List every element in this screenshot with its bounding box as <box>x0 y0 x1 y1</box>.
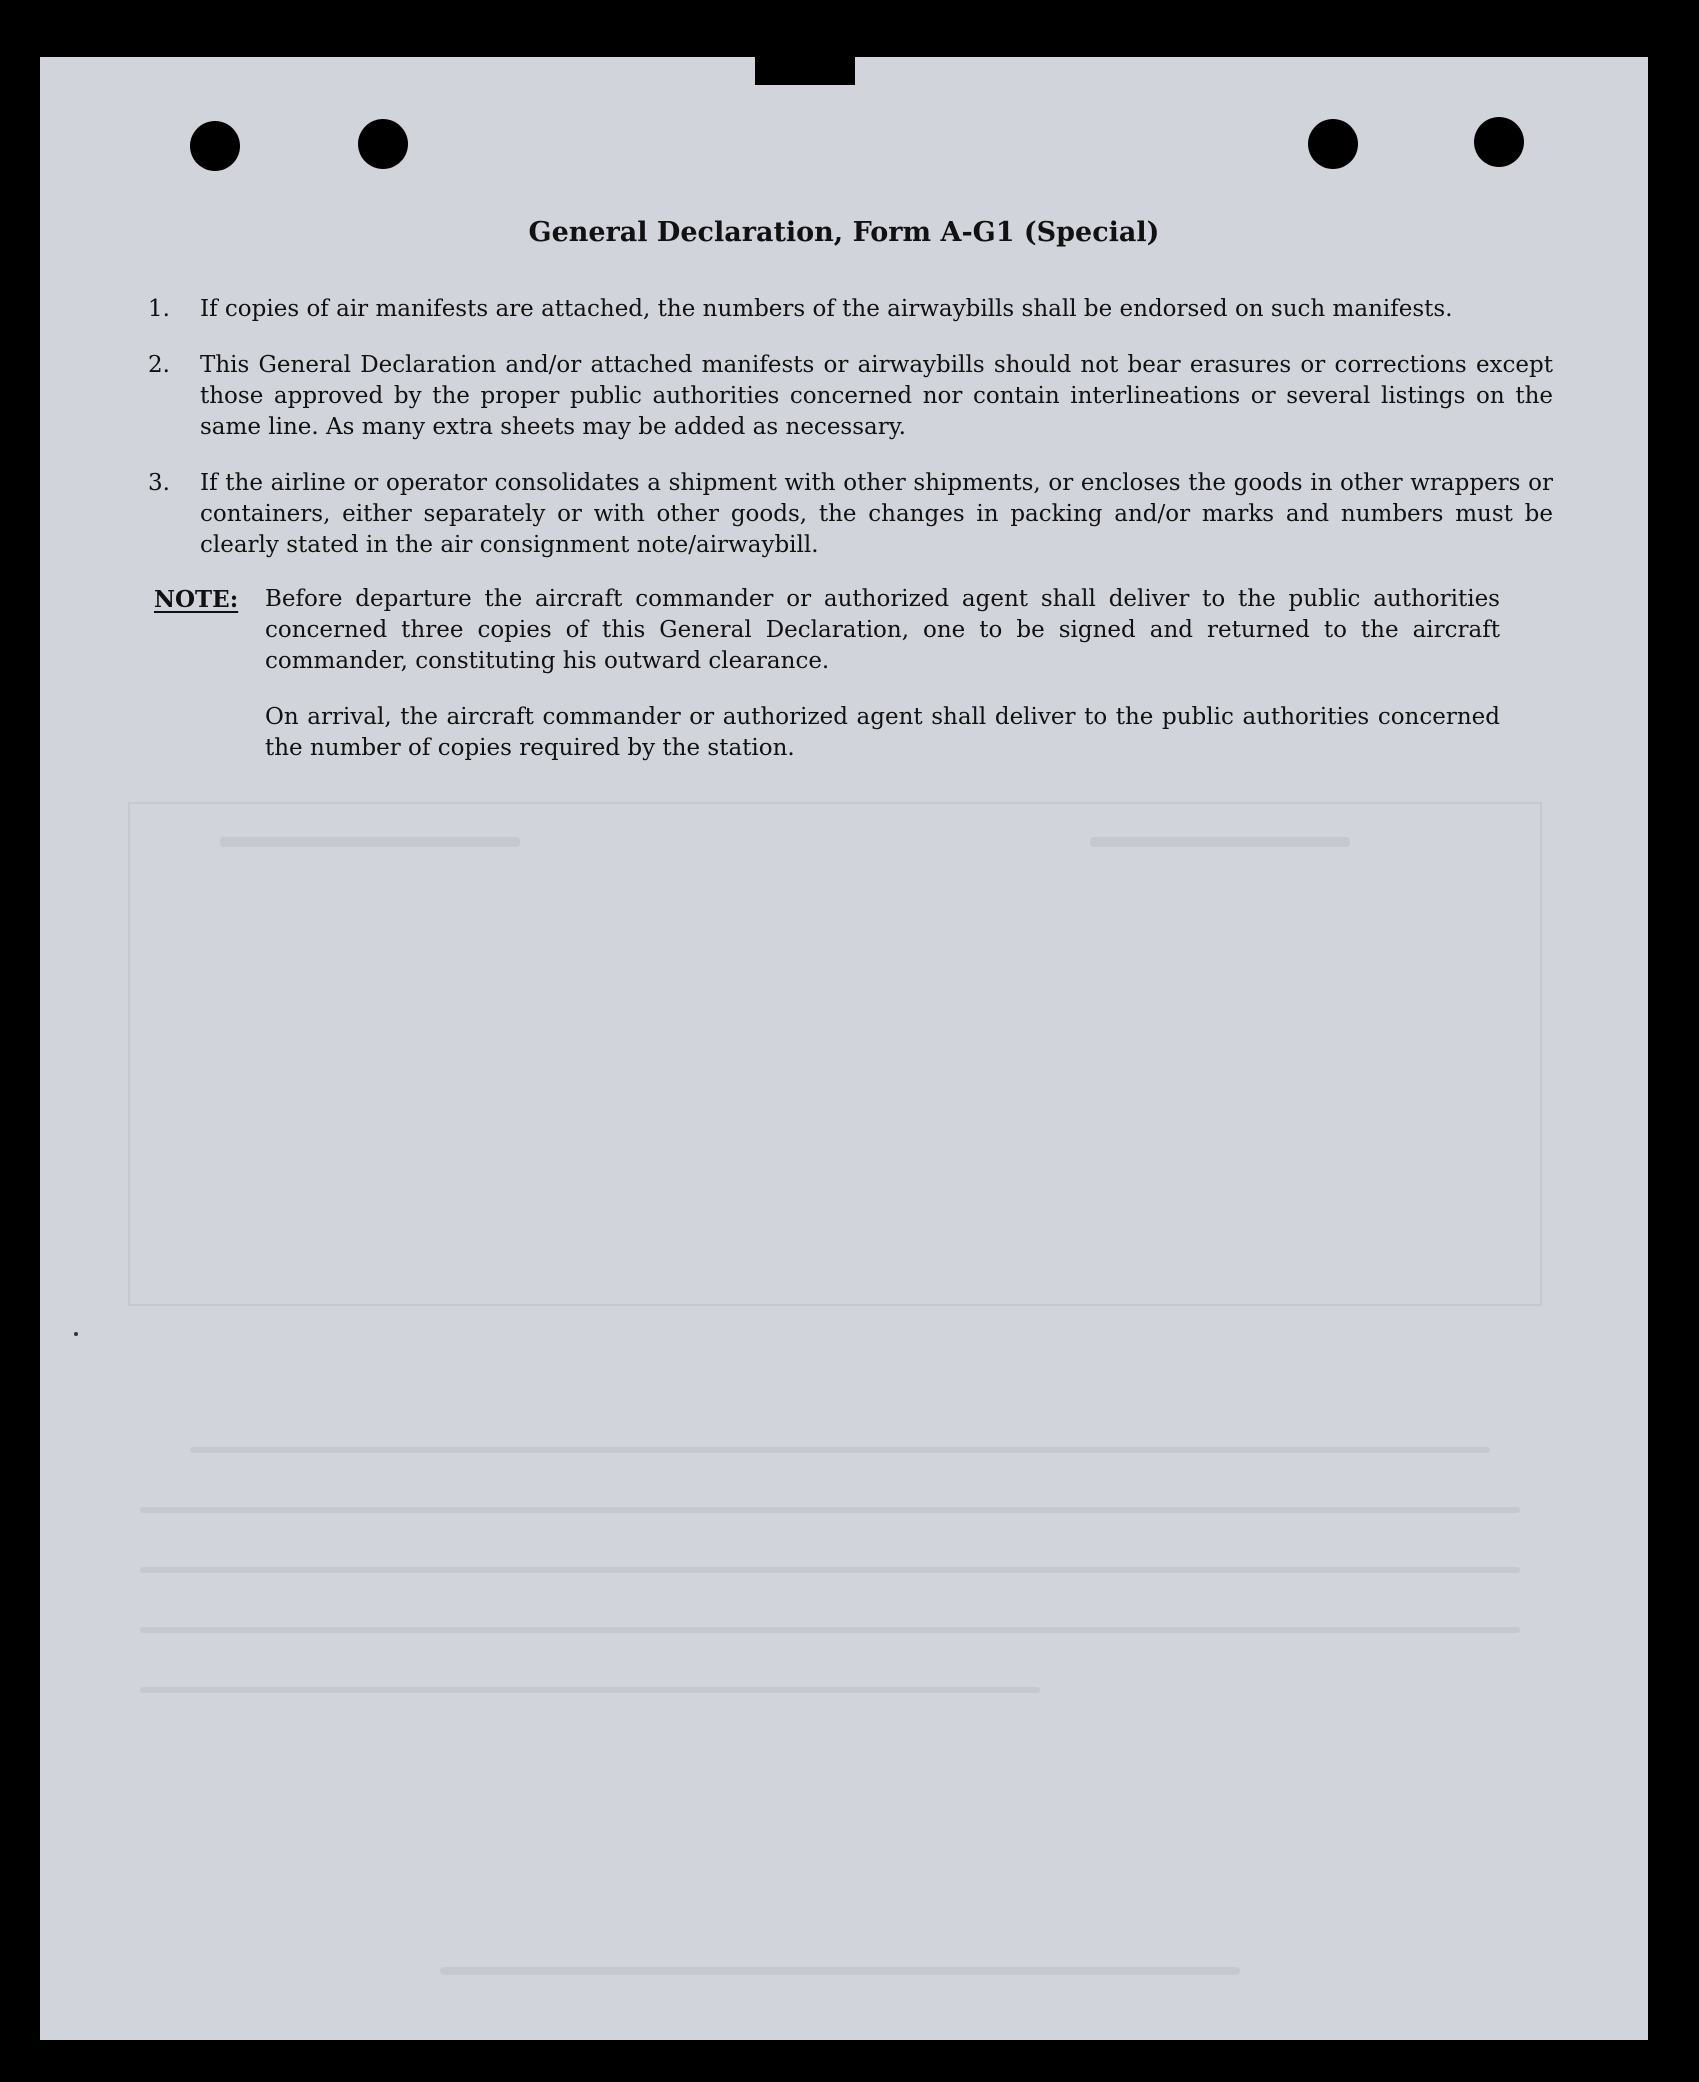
punch-hole-left-1 <box>190 121 240 171</box>
speck <box>74 1332 78 1336</box>
note-label: NOTE: <box>154 586 239 613</box>
bleed-through-box <box>128 802 1542 1306</box>
item-number: 1. <box>148 296 170 322</box>
bleed-through-line <box>220 837 520 847</box>
bleed-through-line <box>140 1627 1520 1633</box>
bleed-through-line <box>140 1567 1520 1573</box>
bleed-through-line <box>140 1507 1520 1513</box>
item-text: This General Declaration and/or attached manifests or airwaybills should not bear erasures or corrections except those approved by the proper public authorities concerned nor contain interlineations or several listings on the same line. As many extra sheets may be added as necessary. <box>200 352 1553 440</box>
top-tab-notch <box>755 57 855 85</box>
punch-hole-right-2 <box>1474 117 1524 167</box>
note-paragraph-1: Before departure the aircraft commander or authorized agent shall deliver to the public authorities concerned three copies of this General Declaration, one to be signed and returned to the aircraft commander, constituting his outward clearance. <box>265 586 1500 674</box>
note-paragraph-2: On arrival, the aircraft commander or authorized agent shall deliver to the public authorities concerned the number of copies required by the station. <box>265 704 1500 761</box>
bleed-through-line <box>440 1967 1240 1975</box>
bleed-through-line <box>190 1447 1490 1453</box>
item-number: 3. <box>148 470 170 496</box>
punch-hole-right-1 <box>1308 119 1358 169</box>
punch-hole-left-2 <box>358 119 408 169</box>
document-title: General Declaration, Form A-G1 (Special) <box>528 217 1160 248</box>
item-number: 2. <box>148 352 170 378</box>
item-text: If copies of air manifests are attached, the numbers of the airwaybills shall be endorsed on such manifests. <box>200 296 1453 322</box>
item-text: If the airline or operator consolidates a shipment with other shipments, or encloses the goods in other wrappers or containers, either separately or with other goods, the changes in packing and/or marks and numbers must be clearly stated in the air consignment note/airwaybill. <box>200 470 1553 558</box>
bleed-through-line <box>1090 837 1350 847</box>
document-page <box>40 57 1648 2040</box>
bleed-through-line <box>140 1687 1040 1693</box>
